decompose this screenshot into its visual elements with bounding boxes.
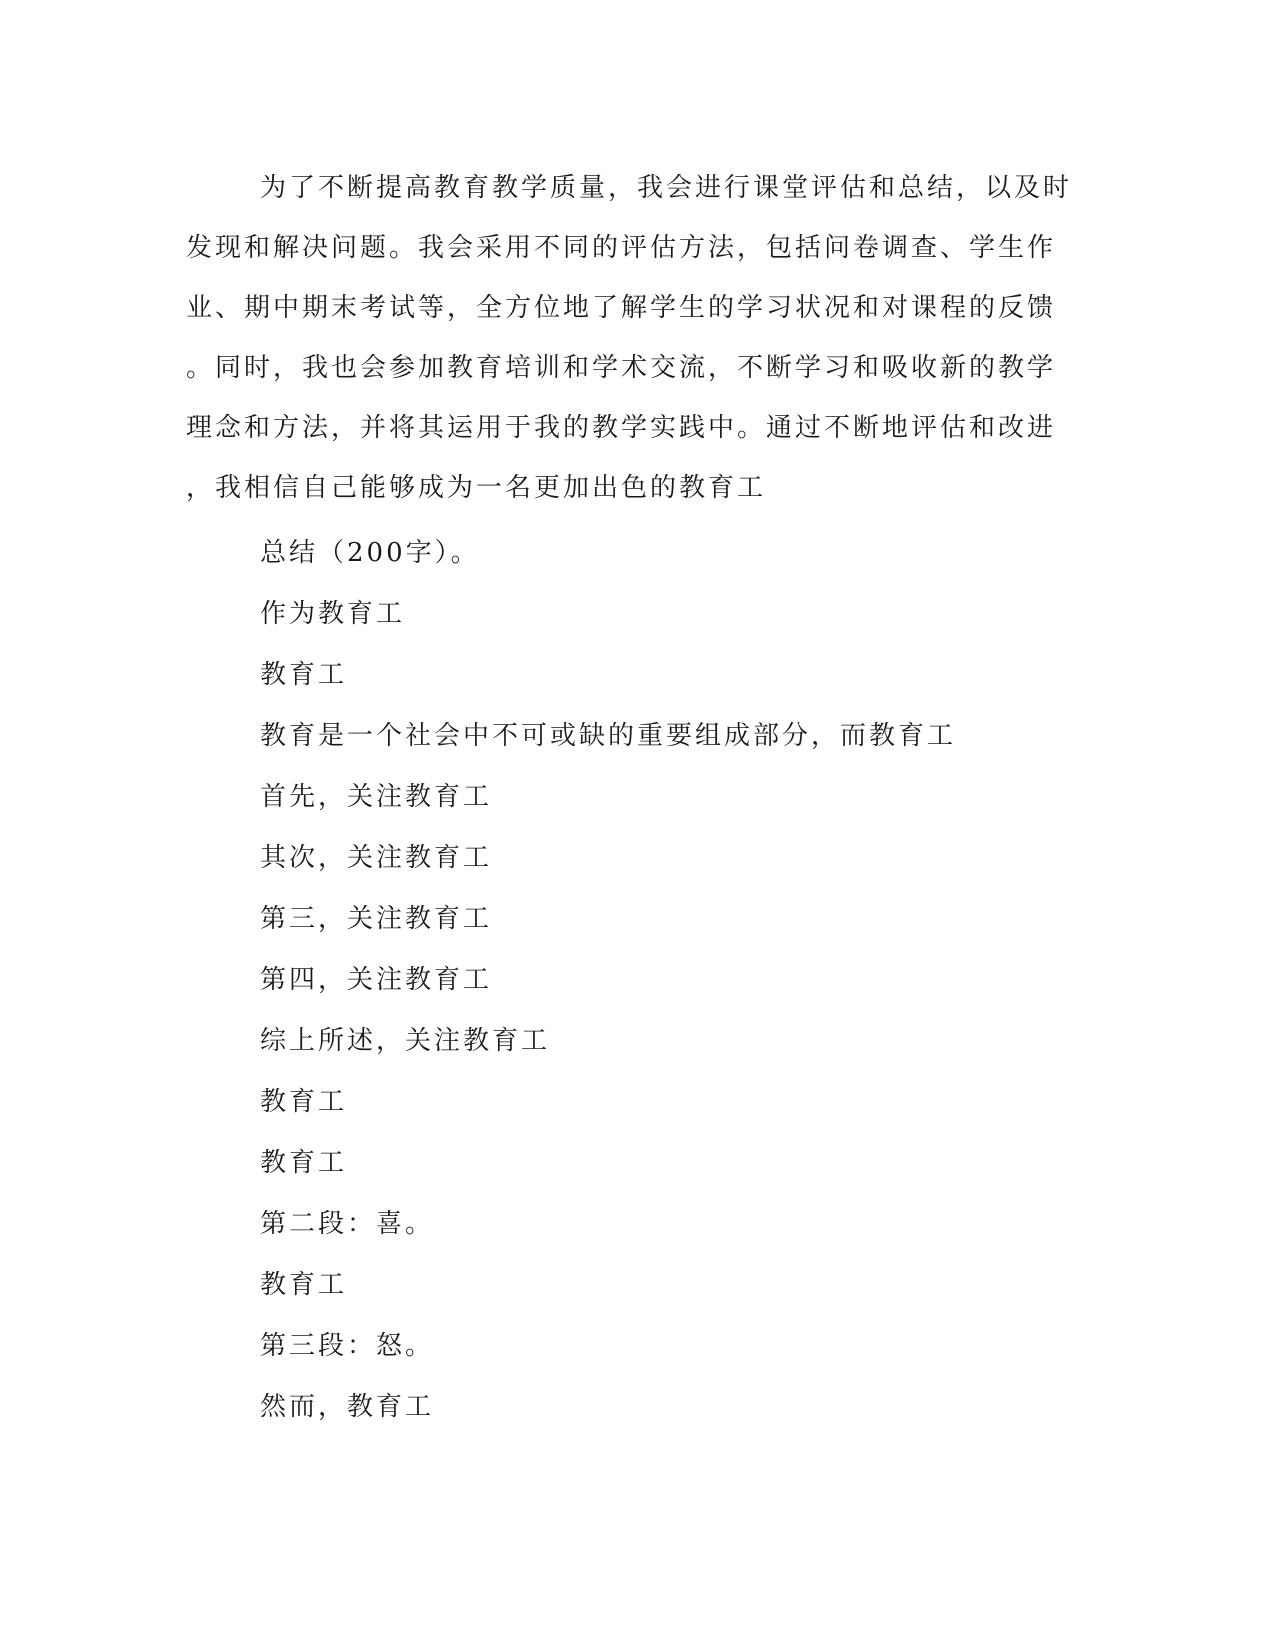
summary-heading: 总结（200字）。: [260, 538, 480, 568]
text-line: 第三，关注教育工: [260, 904, 493, 934]
text-line: 首先，关注教育工: [260, 782, 493, 812]
text-line: 然而，教育工: [260, 1392, 435, 1422]
text-line: 教育工: [260, 1148, 348, 1178]
text-line: 教育工: [260, 1270, 348, 1300]
text-line: 教育是一个社会中不可或缺的重要组成部分，而教育工: [260, 721, 957, 751]
section-heading: 第三段：怒。: [260, 1331, 435, 1361]
section-heading: 第二段：喜。: [260, 1209, 435, 1239]
text-line: 教育工: [260, 1087, 348, 1117]
paragraph-line: 发现和解决问题。我会采用不同的评估方法，包括问卷调查、学生作: [186, 233, 1057, 263]
short-lines-list: [260, 533, 1060, 1448]
text-line: 作为教育工: [260, 599, 406, 629]
text-line: 第四，关注教育工: [260, 965, 493, 995]
text-line: 综上所述，关注教育工: [260, 1026, 551, 1056]
paragraph-line: 为了不断提高教育教学质量，我会进行课堂评估和总结，以及时: [260, 173, 1073, 203]
text-line: 教育工: [260, 660, 348, 690]
text-line: 其次，关注教育工: [260, 843, 493, 873]
paragraph-line: 业、期中期末考试等，全方位地了解学生的学习状况和对课程的反馈: [186, 293, 1057, 323]
paragraph-line: 。同时，我也会参加教育培训和学术交流，不断学习和吸收新的教学: [186, 353, 1057, 383]
paragraph-line: ，我相信自己能够成为一名更加出色的教育工: [186, 473, 767, 503]
paragraph-line: 理念和方法，并将其运用于我的教学实践中。通过不断地评估和改进: [186, 413, 1057, 443]
opening-paragraph: [186, 168, 1073, 528]
